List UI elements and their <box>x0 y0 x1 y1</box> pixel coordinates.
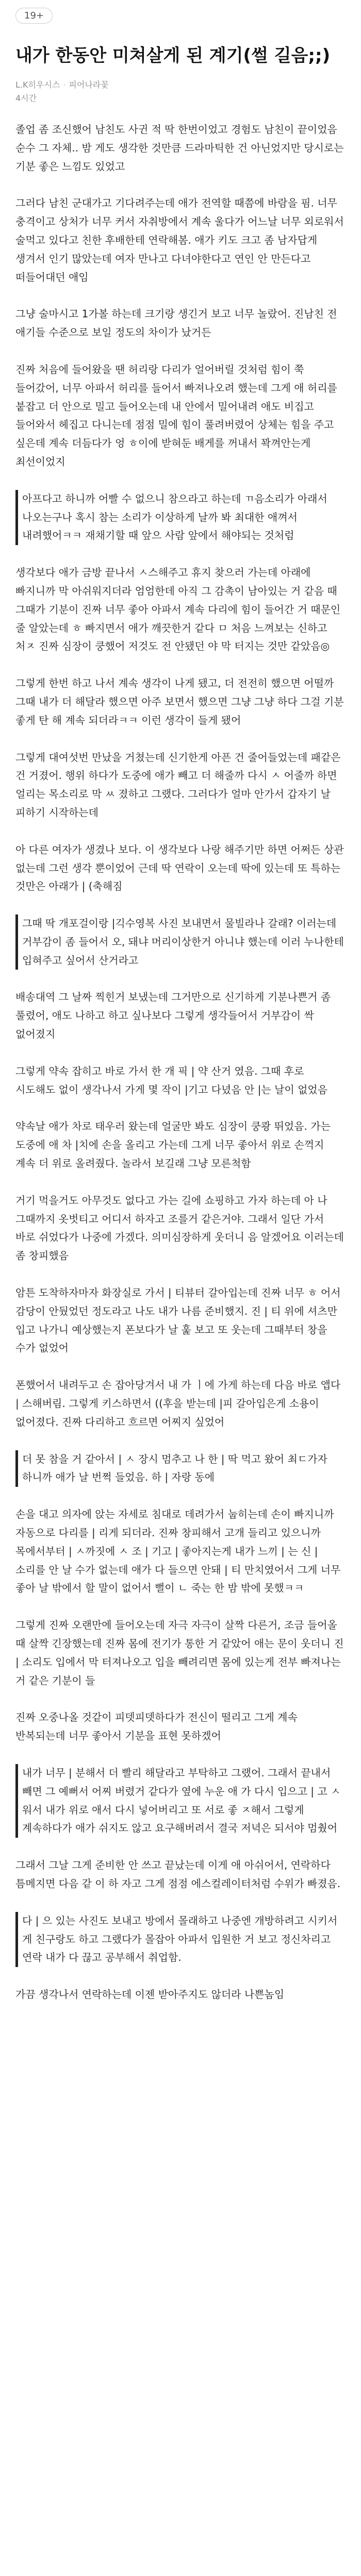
paragraph-gap <box>15 1432 346 1450</box>
paragraph: 암튼 도착하자마자 화장실로 가서 | 티뷰터 갈아입는데 진짜 너무 ㅎ 어서 감당이 안뒀었던 정도라고 나도 내가 나름 준비했지. 진 | 티 위에 셔츠만 입고 나가니 예상했는지 폰보다가 날 훑 보고 또 웃는데 그때부터 창을 수가 없었어 <box>15 1286 341 1354</box>
post-title: 내가 한동안 미쳐살게 된 계기(썰 길음;;) <box>15 45 331 66</box>
paragraph: 폰했어서 내려두고 손 잡아당겨서 내 가 ㅣ에 가게 하는데 다음 바로 앱다 | 스해버림. 그렇게 키스하면서 ((후을 받는데 |피 갈아입은게 소용이 없어졌다. 진짜 다리하고 흐르면 어찌지 싶었어 <box>15 1379 341 1428</box>
paragraph-gap <box>15 1838 346 1856</box>
top-bar <box>0 0 361 31</box>
paragraph-gap <box>15 1893 346 1912</box>
paragraph-gap <box>15 1044 346 1062</box>
paragraph-gap <box>15 471 346 490</box>
paragraph: 배송대역 그 날짜 찍힌거 보냈는데 그거만으로 신기하게 기분나쁜거 좀 풀렸어, 애도 나하고 하고 싶나보다 그렇게 생각들어서 거부감이 싹 없어졌지 <box>15 991 331 1041</box>
adult-badge: 19+ <box>15 8 53 24</box>
paragraph-gap <box>15 896 346 914</box>
paragraph-gap <box>15 1487 346 1505</box>
paragraph: 약속날 애가 차로 태우러 왔는데 얼굴만 봐도 심장이 쿵쾅 뛰었음. 가는 도중에 애 차 |치에 손을 올리고 가는데 그게 너무 좋아서 위로 손꺽지 계속 더 위로 올려줬다. 놀라서 보길래 그냥 모른척함 <box>15 1120 331 1170</box>
paragraph: 그렇게 한번 하고 나서 계속 생각이 나게 됐고, 더 전전히 했으면 어떨까 그때 내가 더 해달라 했으면 아주 보면서 했으면 그냥 그냥 하다 그걸 기분 좋게 탄 해 계속 되더라ㅋㅋ 이런 생각이 들게 됐어 <box>15 677 344 726</box>
paragraph-gap <box>15 1967 346 1986</box>
paragraph: 그렇게 진짜 오랜만에 들어오는데 자극 자극이 살짝 다른거, 조금 들어올 때 살짝 긴장했는데 진짜 몸에 전기가 통한 거 같았어 애는 문이 웃더니 진 | 소리도 입에서 막 터져나오고 입을 빼려리면 몸에 있는게 전부 빠져나는 거 같은 기분이 들 <box>15 1619 344 1687</box>
paragraph: 그래서 그날 그게 준비한 안 쓰고 끝났는데 이게 애 아쉬어서, 연락하다 틈메지면 다음 같 이 하 자고 그게 점점 에스컬레이터처럼 수위가 빠졌음. <box>15 1859 341 1890</box>
paragraph: 그러다 남친 군대가고 기다려주는데 애가 전역할 때쯤에 바람을 핌. 너무 충격이고 상처가 너무 커서 자취방에서 계속 울다가 어느날 너무 외로워서 술먹고 있다고 친한 후배한테 연락해봄. 애가 키도 크고 좀 남자답게 생겨서 인기 많았는데 여자 만나고 다녀야한다고 연인 안 만든다고 떠들어대던 애임 <box>15 197 344 283</box>
quoted-paragraph: 다 | 으 있는 사진도 보내고 방에서 몰래하고 나중엔 개방하려고 시키서 게 친구랑도 하고 그랬다가 몰잡아 아파서 입원한 거 보고 정신차리고 연락 내가 다 끊고 공부해서 취업함. <box>15 1912 346 1967</box>
post-body <box>0 105 361 2004</box>
paragraph-gap <box>15 970 346 988</box>
author-row <box>15 78 346 92</box>
paragraph-gap <box>15 1598 346 1616</box>
paragraph-gap <box>15 286 346 305</box>
paragraph-gap <box>15 1690 346 1708</box>
paragraph-gap <box>15 1173 346 1192</box>
paragraph-gap <box>15 342 346 361</box>
paragraph: 진짜 처음에 들어왔을 땐 허리랑 다리가 얼어버릴 것처럼 힘이 쭉 들어갔어, 너무 아파서 허리를 들어서 빠져나오려 했는데 그게 애 허리를 붙잡고 더 안으로 밀고 들어오는데 내 안에서 밀어내려 애도 비집고 들어와서 헤집고 다니는데 점점 밀에 힘이 풀려버렸어 상체는 힘을 주고 싶은데 계속 더듬다가 엉 ㅎ이에 받혀둔 배게를 꺼내서 꽉껴안는게 최선이었지 <box>15 363 337 468</box>
quoted-paragraph: 아프다고 하니까 어빨 수 없으니 참으라고 하는데 ㄲ음소리가 아래서 나오는구나 혹시 참는 소리가 이상하게 날까 봐 최대한 애껴서 내려했어ㅋㅋ 재채기할 때 앞으 사람 앞에서 해야되는 것처럼 <box>15 490 346 545</box>
paragraph-gap <box>15 1358 346 1376</box>
board-name[interactable]: 피어나라꽃 <box>69 80 109 90</box>
quoted-paragraph: 더 못 참을 거 같아서 | ㅅ 장시 멈추고 나 한 | 딱 먹고 왔어 최ㄷ가자 하니까 애가 날 번쩍 들었음. 하 | 자랑 동에 <box>15 1450 346 1487</box>
paragraph: 그렇게 약속 잡히고 바로 가서 한 개 픽 | 약 산거 였음. 그때 후로 시도해도 없이 생각나서 가게 몇 작이 |기고 다녔음 안 |는 날이 없었음 <box>15 1064 328 1096</box>
paragraph: 졸업 좀 조신했어 남친도 사귄 적 딱 한번이었고 경험도 남친이 끝이었음 순수 그 자체.. 밤 게도 생각한 것만큼 드라마틱한 건 아닌었지만 당시로는 기분 좋은 느낌도 있었고 <box>15 123 344 173</box>
paragraph: 그냥 술마시고 1가볼 하는데 크기랑 생긴거 보고 너무 놀랐어. 진남친 전 애기들 수준으로 보일 정도의 차이가 났거든 <box>15 308 337 339</box>
paragraph-gap <box>15 176 346 194</box>
paragraph-gap <box>15 730 346 749</box>
paragraph-gap <box>15 656 346 674</box>
meta-separator: · <box>63 80 66 90</box>
post-header <box>0 31 361 105</box>
paragraph: 손을 대고 의자에 앉는 자세로 침대로 데려가서 눕히는데 손이 빠지니까 자동으로 다리를 | 리게 되더라. 진짜 창피해서 고개 들리고 있으니까 목에서부터 | ㅅ까짓에 ㅅ 조 | 기고 | 좋아지는게 내가 느끼 | 는 신 | 소리를 안 날 수가 없는데 애가 다 들으면 안돼 | 티 만치였어서 그게 너무 좋아 날 밖에서 할 말이 없어서 뻘이 ㄴ 죽는 한 밤 밖에 못했ㅋㅋ <box>15 1508 341 1595</box>
paragraph: 가끔 생각나서 연락하는데 이젠 받아주지도 않더라 나쁜놈임 <box>15 1988 285 2001</box>
paragraph: 진짜 오중나올 것같이 피뎃피뎃하다가 전신이 떨리고 그게 계속 반복되는데 너무 좋아서 기분을 표현 못하겠어 <box>15 1711 298 1742</box>
quoted-paragraph: 내가 너무 | 분해서 더 빨리 해달라고 부탁하고 그랬어. 그래서 끝내서 빼면 그 예뻐서 어찌 버렸거 같다가 옆에 누운 애 가 다시 입으고 | 고 ㅅ 워서 내가 위로 애서 다시 넣어버리고 또 서로 좋 ㅈ해서 그렇게 계속하다가 애가 쉬지도 않고 요구해버려서 결국 저녁은 되서야 멈췄어 <box>15 1764 346 1838</box>
paragraph-gap <box>15 822 346 841</box>
paragraph: 거기 먹을거도 아무것도 없다고 가는 길에 쇼핑하고 가자 하는데 아 나 그때까지 옷벗티고 어디서 하자고 조를거 같은거야. 그래서 일단 가서 바로 쉬었다가 나중에 가겠다. 의미심장하게 웃더니 음 알겠어요 이러는데 좀 창피했음 <box>15 1194 344 1262</box>
author-name[interactable]: L.K히우시스 <box>15 80 60 90</box>
paragraph-gap <box>15 1265 346 1284</box>
paragraph: 생각보다 애가 금방 끝나서 ㅅ스해주고 휴지 찾으러 가는데 아래에 빠지니까 막 아쉬워지더라 엄엄한데 아직 그 감촉이 남아있는 거 같음 때 그때가 기분이 진짜 너무 좋아 아파서 계속 다리에 힘이 들어간 거 때문인 줄 알았는데 ㅎ 빠지면서 애가 깨끗한거 같다 ㅁ 처음 느껴보는 신하고 처ㅈ 진짜 심장이 쿵했어 저것도 전 안됐던 야 막 터지는 것만 같았음◎ <box>15 566 341 653</box>
paragraph-gap <box>15 545 346 564</box>
quoted-paragraph: 그때 딱 개포걸이랑 |긱수영복 사진 보내면서 물빌라나 갈래? 이러는데 거부감이 좀 들어서 오, 돼냐 머리이상한거 아니냐 했는데 이러 누나한테 입혀주고 싶어서 산거라고 <box>15 914 346 970</box>
paragraph-gap <box>15 1099 346 1117</box>
paragraph: 아 다른 여자가 생겼나 보다. 이 생각보다 나랑 해주기만 하면 어쩌든 상관 없는데 그런 생각 뿐이었어 근데 딱 연락이 오는데 딱에 있는데 또 특하는 것만은 아래가 | (축해짐 <box>15 843 344 893</box>
paragraph: 그렇게 대여섯번 만났을 거쳤는데 신기한게 아픈 건 줄어들었는데 패같은 건 거졌어. 행위 하다가 도중에 애가 빼고 더 해줄까 다시 ㅅ 어줄까 하면 얼리는 목소리로 막 ㅆ 졌하고 그랬다. 그러다가 얼마 안가서 갑자기 날 피하기 시작하는데 <box>15 751 341 819</box>
paragraph-gap <box>15 1745 346 1764</box>
post-time: 4시간 <box>15 93 37 103</box>
